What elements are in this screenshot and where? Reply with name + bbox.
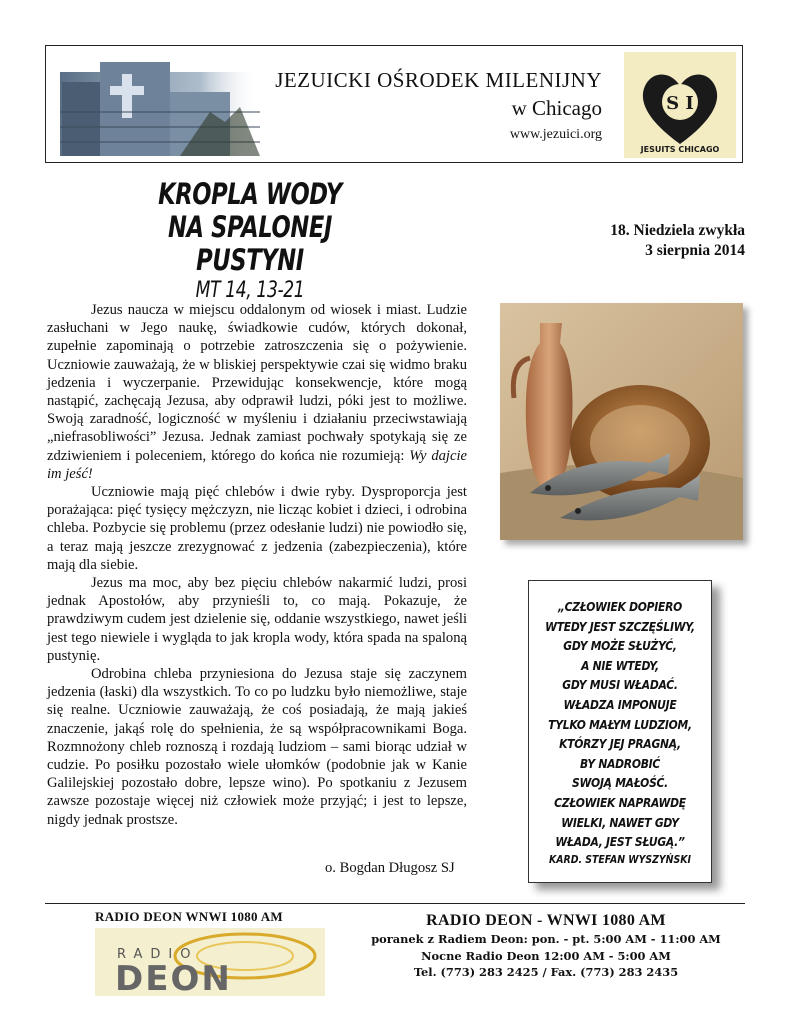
seal-caption: JESUITS CHICAGO: [640, 145, 720, 154]
title-line-1: KROPLA WODY: [158, 177, 342, 211]
logo-deon-text: DEON: [115, 959, 232, 996]
radio-station-label: RADIO DEON WNWI 1080 AM: [95, 909, 283, 924]
paragraph-1-text: Jezus naucza w miejscu oddalonym od wiosek i miast. Ludzie zasłuchani w Jego naukę, świadkowie cudów, których dokonał, zupełnie zapominają o potrzebie zatroszczenia się o pożywienie. Uczniowie zauważają, że w bliskiej perspektywie czai się widmo braku jedzenia i wyczerpanie. Przewidując konsekwencje, które mogą nastąpić, zachęcają Jezusa, aby odprawił ludzi, póki jest to możliwe. Swoją zaradność, logiczność w myśleniu i działaniu przeciwstawiają „niefrasobliwości” Jezusa. Jednak zamiast pochwały spotykają się ze zdziwieniem i poleceniem, którego do końca nie rozumieją:: [47, 302, 467, 464]
quote-line: GDY MUSI WŁADAĆ.: [562, 677, 678, 693]
quote-line: WŁADA, JEST SŁUGĄ.”: [555, 834, 685, 850]
author-signature: o. Bogdan Długosz SJ: [325, 860, 455, 876]
sunday-date: 3 sierpnia 2014: [645, 242, 745, 259]
quote-line: KTÓRZY JEJ PRAGNĄ,: [559, 736, 681, 752]
quote-line: WŁADZA IMPONUJE: [563, 696, 677, 712]
masthead: [45, 45, 743, 163]
article-body: [47, 301, 467, 829]
radio-schedule: [370, 911, 722, 981]
bread-and-fish-photo: [500, 303, 743, 540]
liturgical-date: [540, 221, 745, 261]
paragraph-1: [47, 301, 467, 483]
paragraph-3: Jezus ma moc, aby bez pięciu chlebów nakarmić ludzi, prosi jednak Apostołów, aby przynieśli to, co mają. Pokazuje, że prawdziwym cudem jest dzielenie się, oddanie wszystkiego, nawet jeśli jest tego niewiele i wygląda to jak kropla wody, która spada na spaloną pustynię.: [47, 575, 467, 664]
radio-contact: Tel. (773) 283 2425 / Fax. (773) 283 2435: [413, 965, 679, 979]
article-title: [85, 178, 415, 305]
paragraph-4: Odrobina chleba przyniesiona do Jezusa staje się zaczynem jedzenia (łaski) dla wszystkich. To co po ludzku było niemożliwe, staje się realne. Uczniowie zauważają, że coś posiadają, że mają jakieś znaczenie, jakąś rolę do spełnienia, że są współpracownikami Boga. Rozmnożony chleb roznoszą i rozdają ludziom – sami biorąc udział w cudzie. Po posiłku pozostało wiele ułomków (podobnie jak w Kanie Galilejskiej pozostało dobre, lepsze wino). Po spotkaniu z Jezusem zawsze pozostaje więcej niż człowiek może przyjąć; i jest to lepsze, nigdy jednak prostsze.: [47, 666, 467, 828]
organization-url[interactable]: www.jezuici.org: [509, 127, 602, 142]
logo-radio-text: RADIO: [117, 947, 199, 962]
footer-divider: [45, 903, 745, 904]
quote-box: [528, 580, 712, 883]
quote-line: WIELKI, NAWET GDY: [561, 814, 679, 830]
quote-line: „CZŁOWIEK DOPIERO: [557, 599, 683, 614]
quote-line: GDY MOŻE SŁUŻYĆ,: [563, 638, 677, 654]
quote-line: A NIE WTEDY,: [581, 657, 659, 673]
seal-letters: S I: [666, 93, 694, 114]
organization-info: [242, 68, 602, 143]
radio-schedule-title: RADIO DEON - WNWI 1080 AM: [426, 912, 666, 929]
quote-line: SWOJĄ MAŁOŚĆ.: [571, 775, 669, 791]
quote-line: BY NADROBIĆ: [579, 755, 661, 771]
radio-deon-logo: [95, 928, 325, 996]
title-scripture-reference: MT 14, 13-21: [195, 278, 305, 303]
organization-name: JEZUICKI OŚRODEK MILENIJNY: [275, 68, 602, 92]
quote-line: CZŁOWIEK NAPRAWDĘ: [554, 794, 686, 810]
quote-line: TYLKO MAŁYM LUDZIOM,: [548, 716, 692, 732]
radio-morning-hours: poranek z Radiem Deon: pon. - pt. 5:00 AM - 11:00 AM: [371, 932, 721, 946]
sunday-name: 18. Niedziela zwykła: [610, 222, 745, 239]
quote-line: WTEDY JEST SZCZĘŚLIWY,: [545, 618, 695, 634]
paragraph-2: Uczniowie mają pięć chlebów i dwie ryby. Dysproporcja jest porażająca: pięć tysięcy mężczyzn, nie licząc kobiet i dzieci, i odrobina chleba. Pozbycie się problemu (przez odesłanie ludzi) nie powiodło się, a teraz mają jeszcze zrezygnować z jedzenia (zabezpieczenia), które mają dla siebie.: [47, 484, 467, 573]
radio-night-hours: Nocne Radio Deon 12:00 AM - 5:00 AM: [421, 948, 671, 963]
jesus-quote: Wy dajcie im jeść!: [47, 447, 467, 482]
quote-text: [529, 597, 711, 852]
organization-city: w Chicago: [511, 96, 602, 120]
title-line-2: NA SPALONEJ PUSTYNI: [168, 210, 332, 277]
jesuits-chicago-seal: [624, 52, 736, 158]
quote-author: KARD. STEFAN WYSZYŃSKI: [549, 853, 691, 866]
